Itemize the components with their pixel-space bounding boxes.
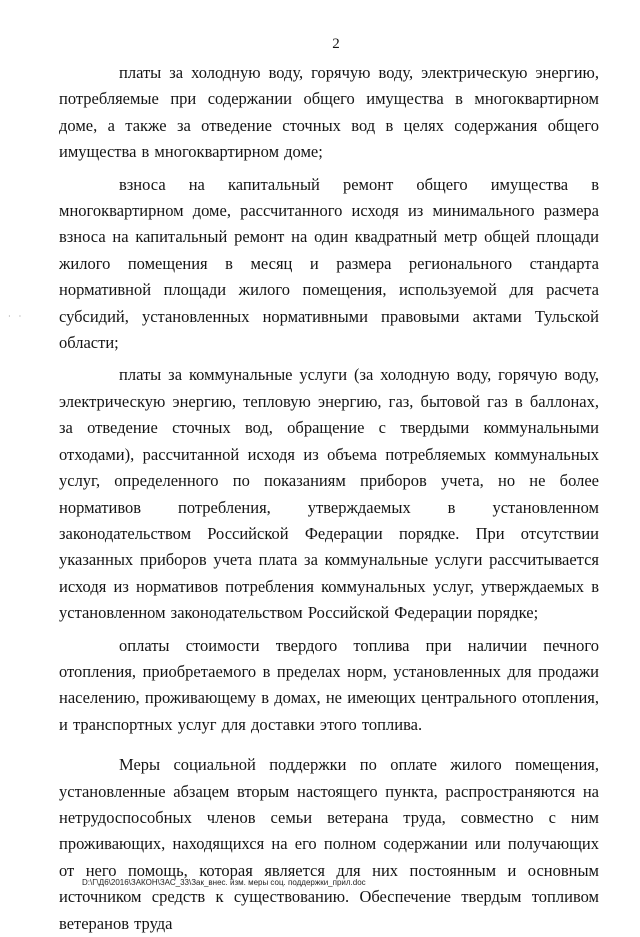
paragraph-capital-repair-fee: взноса на капитальный ремонт общего имущества в многоквартирном доме, рассчитанного исходя из минимального размера взноса на капитальный ремонт на один квадратный метр общей площади жилого помещения в месяц и размера регионального стандарта нормативной площади жилого помещения, используемой для расчета субсидий, установленных нормативными правовыми актами Тульской области; <box>59 174 599 353</box>
paragraph-solid-fuel: оплаты стоимости твердого топлива при наличии печного отопления, приобретаемого в пределах норм, установленных для продажи населению, проживающему в домах, не имеющих центрального отопления, и транспортных услуг для доставки этого топлива. <box>59 635 599 734</box>
paragraph-utilities-common-property: платы за холодную воду, горячую воду, электрическую энергию, потребляемые при содержании общего имущества в многоквартирном доме, а также за отведение сточных вод в целях содержания общего имущества в многоквартирном доме; <box>59 63 599 162</box>
footer-file-path: D:\Г\Д6\2016\ЗАКОН\ЗАС_33\Зак_внес. изм. меры соц. поддержки_прил.doc <box>82 878 366 887</box>
paragraph-communal-services: платы за коммунальные услуги (за холодную воду, горячую воду, электрическую энергию, тепловую энергию, газ, бытовой газ в баллонах, за отведение сточных вод, обращение с твердыми коммунальными отходами), рассчитанной исходя из объема потребляемых коммунальных услуг, определенного по показаниям приборов учета, но не более нормативов потребления, утверждаемых в установленном законодательством Российской Федерации порядке. При отсутствии указанных приборов учета плата за коммунальные услуги рассчитывается исходя из нормативов потребления коммунальных услуг, утверждаемых в установленном законодательством Российской Федерации порядке; <box>59 365 599 623</box>
document-body <box>59 60 599 937</box>
scan-margin-mark: · · <box>8 312 25 321</box>
paragraph-social-support-measures: Меры социальной поддержки по оплате жилого помещения, установленные абзацем вторым настоящего пункта, распространяются на нетрудоспособных членов семьи ветерана труда, совместно с ним проживающих, находящихся на его полном содержании или получающих от него помощь, которая является для них постоянным и основным источником средств к существованию. Обеспечение твердым топливом ветеранов труда <box>59 755 599 933</box>
page-number: 2 <box>332 36 340 52</box>
